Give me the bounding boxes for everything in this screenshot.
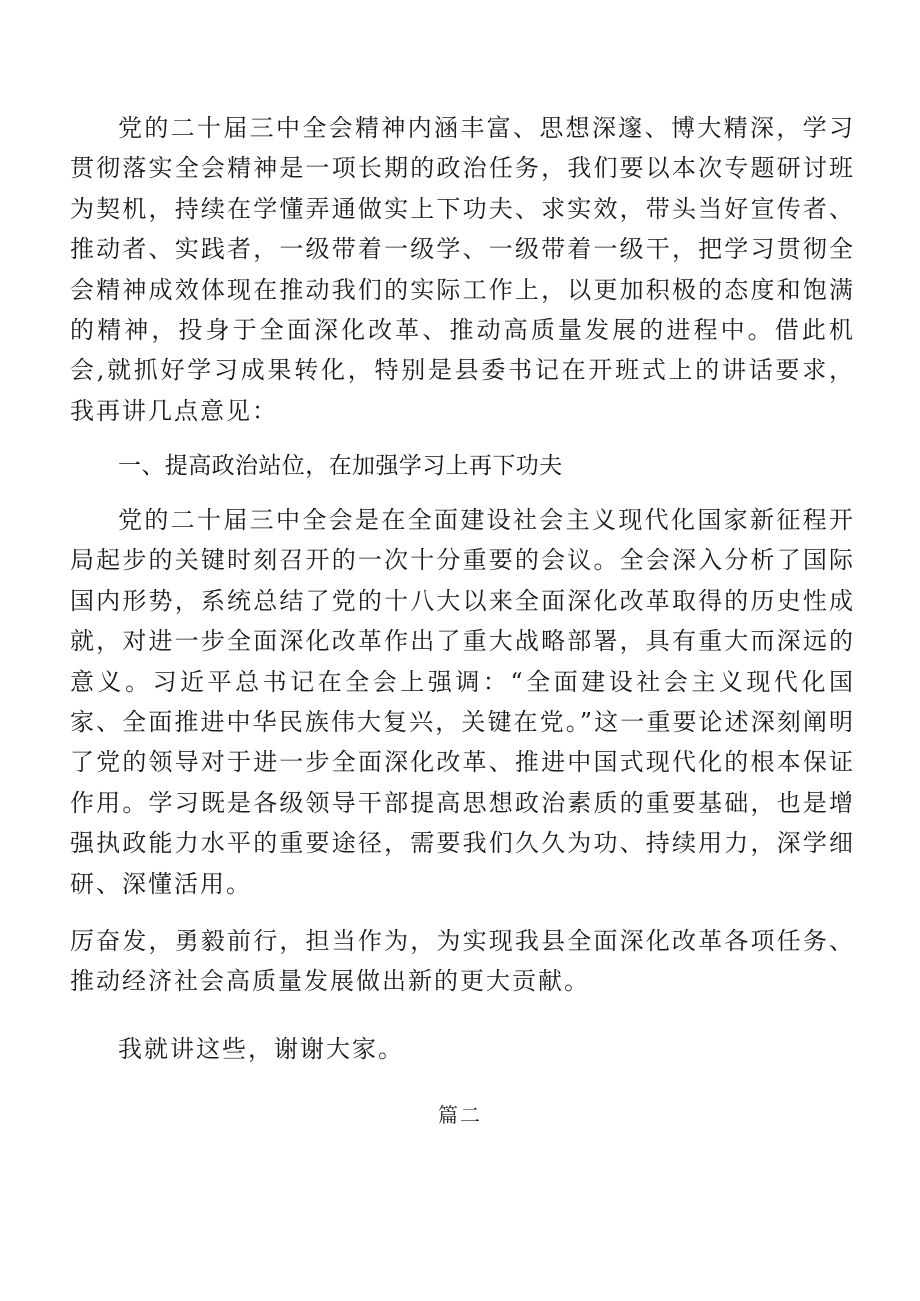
- closing-remark: 我就讲这些，谢谢大家。: [118, 1035, 404, 1063]
- continuation-paragraph: 厉奋发，勇毅前行，担当作为，为实现我县全面深化改革各项任务、推动经济社会高质量发展做出新的更大贡献。: [70, 927, 855, 996]
- intro-paragraph: 党的二十届三中全会精神内涵丰富、思想深邃、博大精深，学习贯彻落实全会精神是一项长期的政治任务，我们要以本次专题研讨班为契机，持续在学懂弄通做实上下功夫、求实效，带头当好宣传者、推动者、实践者，一级带着一级学、一级带着一级干，把学习贯彻全会精神成效体现在推动我们的实际工作上，以更加积极的态度和饱满的精神，投身于全面深化改革、推动高质量发展的进程中。借此机会,就抓好学习成果转化，特别是县委书记在开班式上的讲话要求，我再讲几点意见：: [70, 114, 855, 425]
- section-one-paragraph: 党的二十届三中全会是在全面建设社会主义现代化国家新征程开局起步的关键时刻召开的一次十分重要的会议。全会深入分析了国际国内形势，系统总结了党的十八大以来全面深化改革取得的历史性成就，对进一步全面深化改革作出了重大战略部署，具有重大而深远的意义。习近平总书记在全会上强调：“全面建设社会主义现代化国家、全面推进中华民族伟大复兴，关键在党。”这一重要论述深刻阐明了党的领导对于进一步全面深化改革、推进中国式现代化的根本保证作用。学习既是各级领导干部提高思想政治素质的重要基础，也是增强执政能力水平的重要途径，需要我们久久为功、持续用力，深学细研、深懂活用。: [70, 506, 855, 898]
- part-two-title: 篇二: [438, 1103, 482, 1127]
- section-one-heading: 一、提高政治站位，在加强学习上再下功夫: [118, 453, 563, 479]
